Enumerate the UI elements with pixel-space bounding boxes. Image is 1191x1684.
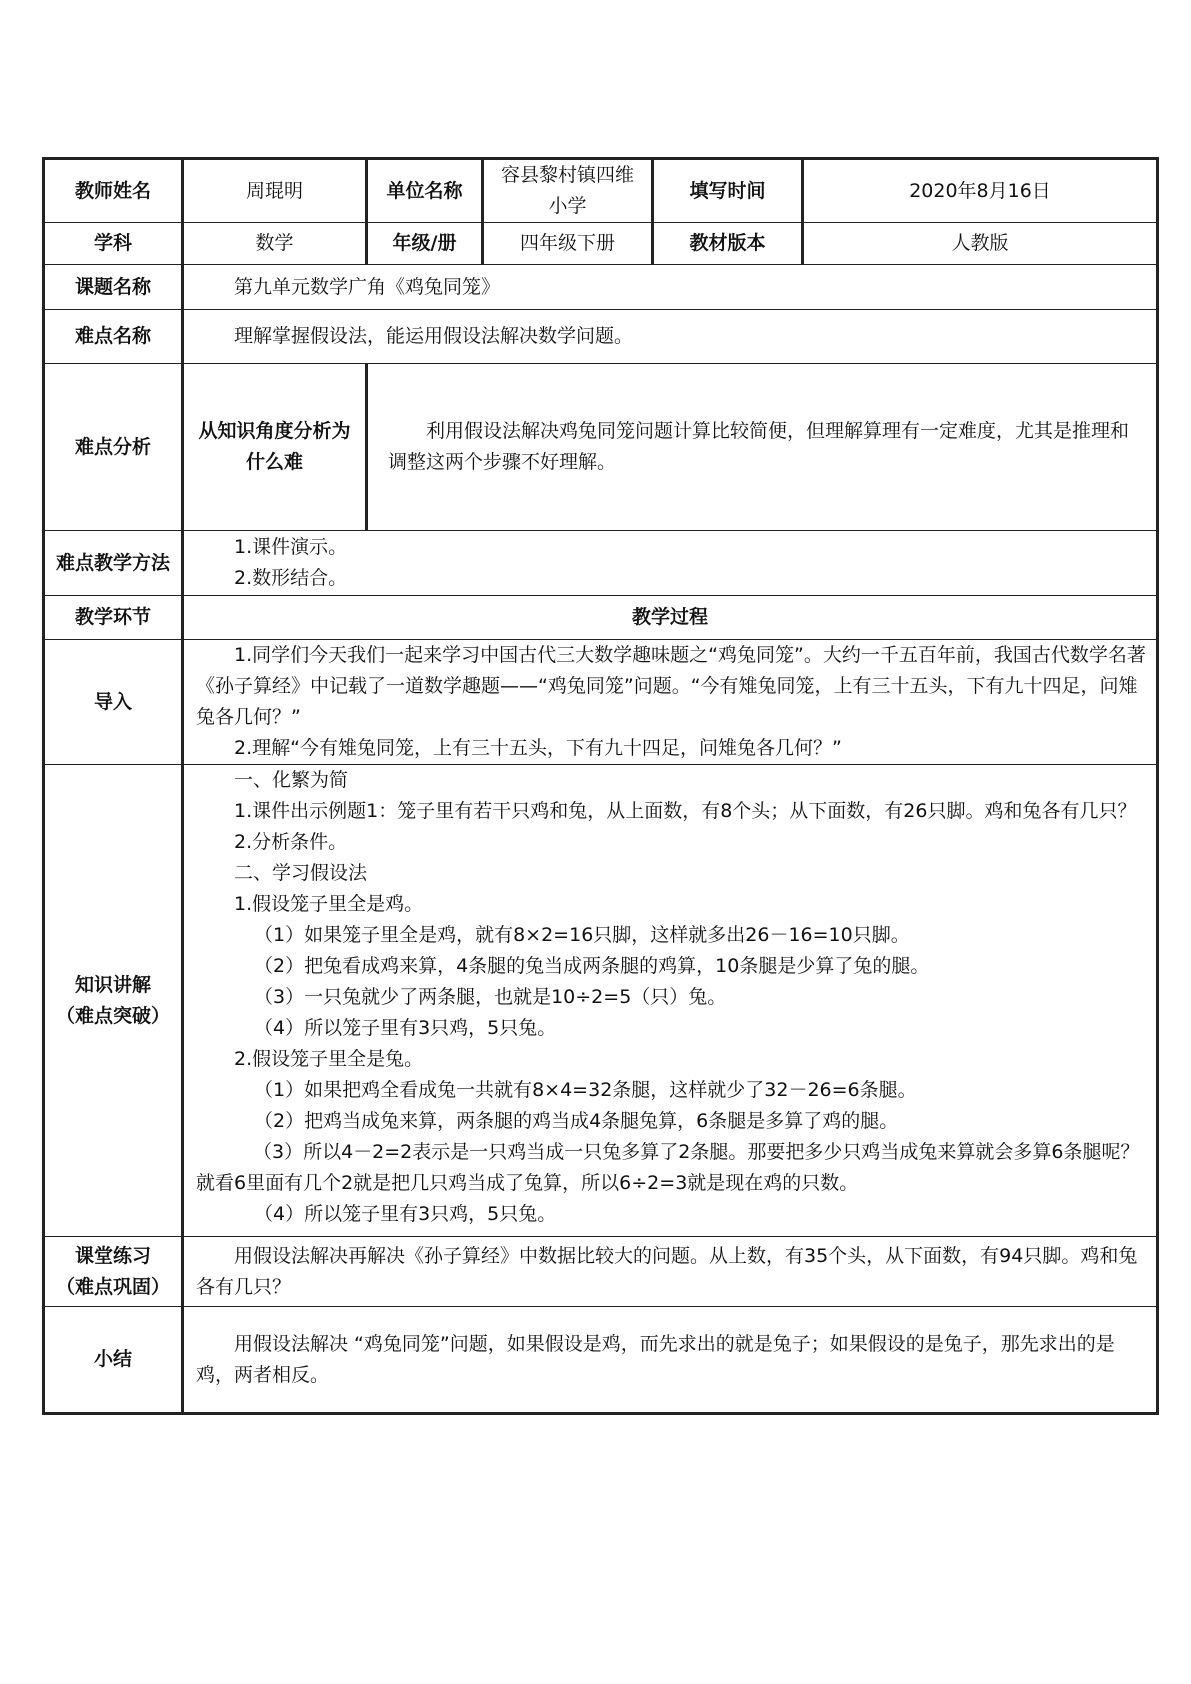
practice-label-line: 课堂练习 [74, 1244, 151, 1267]
practice-label-line: （难点巩固） [55, 1275, 170, 1298]
method-item: 2.数形结合。 [234, 567, 348, 589]
analysis-sub-label: 从知识角度分析为什么难 [183, 364, 367, 531]
knowledge-line: （2）把鸡当成兔来算，两条腿的鸡当成4条腿兔算，6条腿是多算了鸡的腿。 [254, 1110, 899, 1132]
knowledge-row [44, 765, 1158, 1237]
practice-value: 用假设法解决再解决《孙子算经》中数据比较大的问题。从上数，有35个头，从下面数，有94只脚。鸡和兔各有几只？ [183, 1237, 1158, 1307]
method-item: 1.课件演示。 [234, 536, 348, 558]
fill-time-value: 2020年8月16日 [803, 159, 1158, 223]
teacher-value: 周琨明 [183, 159, 367, 223]
header-row-1 [44, 159, 1158, 223]
grade-value: 四年级下册 [483, 223, 653, 265]
methods-label: 难点教学方法 [44, 531, 183, 596]
knowledge-line: （3）所以4－2=2表示是一只鸡当成一只兔多算了2条腿。那要把多少只鸡当成兔来算就会多算6条腿呢？就看6里面有几个2就是把几只鸡当成了兔算，所以6÷2=3就是现在鸡的只数。 [196, 1141, 1140, 1194]
intro-line: 1.同学们今天我们一起来学习中国古代三大数学趣味题之“鸡兔同笼”。大约一千五百年前，我国古代数学名著《孙子算经》中记载了一道数学趣题——“鸡兔同笼”问题。“今有雉兔同笼，上有三十五头，下有九十四足，问雉兔各几何？” [196, 644, 1146, 728]
difficulty-label: 难点名称 [44, 310, 183, 364]
knowledge-line: （4）所以笼子里有3只鸡，5只兔。 [254, 1017, 557, 1039]
subject-value: 数学 [183, 223, 367, 265]
process-header-row [44, 596, 1158, 640]
intro-line: 2.理解“今有雉兔同笼，上有三十五头，下有九十四足，问雉兔各几何？” [234, 737, 842, 759]
unit-value: 容县黎村镇四维小学 [483, 159, 653, 223]
unit-label: 单位名称 [367, 159, 483, 223]
edition-value: 人教版 [803, 223, 1158, 265]
difficulty-row [44, 310, 1158, 364]
summary-label: 小结 [44, 1307, 183, 1414]
knowledge-line: 1.假设笼子里全是鸡。 [234, 893, 424, 915]
process-header-value: 教学过程 [183, 596, 1158, 640]
process-header-label: 教学环节 [44, 596, 183, 640]
topic-value: 第九单元数学广角《鸡兔同笼》 [183, 265, 1158, 310]
summary-value: 用假设法解决 “鸡兔同笼”问题，如果假设是鸡，而先求出的就是兔子；如果假设的是兔子，那先求出的是鸡，两者相反。 [183, 1307, 1158, 1414]
knowledge-line: （1）如果笼子里全是鸡，就有8×2=16只脚，这样就多出26－16=10只脚。 [254, 924, 910, 946]
practice-row [44, 1237, 1158, 1307]
knowledge-label [44, 765, 183, 1237]
knowledge-line: 一、化繁为简 [234, 769, 349, 791]
teacher-label: 教师姓名 [44, 159, 183, 223]
intro-row [44, 640, 1158, 765]
knowledge-label-line: （难点突破） [55, 1004, 170, 1027]
methods-row [44, 531, 1158, 596]
lesson-plan-table [42, 157, 1159, 1415]
difficulty-value: 理解掌握假设法，能运用假设法解决数学问题。 [183, 310, 1158, 364]
fill-time-label: 填写时间 [653, 159, 803, 223]
intro-content [183, 640, 1158, 765]
practice-label [44, 1237, 183, 1307]
subject-label: 学科 [44, 223, 183, 265]
knowledge-line: （4）所以笼子里有3只鸡，5只兔。 [254, 1203, 557, 1225]
header-row-2 [44, 223, 1158, 265]
methods-list [183, 531, 1158, 596]
summary-row [44, 1307, 1158, 1414]
knowledge-line: 1.课件出示例题1：笼子里有若干只鸡和兔，从上面数，有8个头；从下面数，有26只脚。鸡和兔各有几只？ [234, 800, 1137, 822]
knowledge-line: （1）如果把鸡全看成兔一共就有8×4=32条腿，这样就少了32－26=6条腿。 [254, 1079, 917, 1101]
knowledge-line: 2.分析条件。 [234, 831, 348, 853]
knowledge-line: （3）一只兔就少了两条腿，也就是10÷2=5（只）兔。 [254, 986, 727, 1008]
topic-label: 课题名称 [44, 265, 183, 310]
edition-label: 教材版本 [653, 223, 803, 265]
analysis-label: 难点分析 [44, 364, 183, 531]
lesson-plan-sheet [42, 157, 1156, 1415]
knowledge-content [183, 765, 1158, 1237]
analysis-value: 利用假设法解决鸡兔同笼问题计算比较简便，但理解算理有一定难度，尤其是推理和调整这两个步骤不好理解。 [367, 364, 1158, 531]
knowledge-line: 二、学习假设法 [234, 862, 368, 884]
knowledge-line: （2）把兔看成鸡来算，4条腿的兔当成两条腿的鸡算，10条腿是少算了兔的腿。 [254, 955, 930, 977]
analysis-row [44, 364, 1158, 531]
topic-row [44, 265, 1158, 310]
grade-label: 年级/册 [367, 223, 483, 265]
knowledge-label-line: 知识讲解 [74, 973, 151, 996]
intro-label: 导入 [44, 640, 183, 765]
knowledge-line: 2.假设笼子里全是兔。 [234, 1048, 424, 1070]
